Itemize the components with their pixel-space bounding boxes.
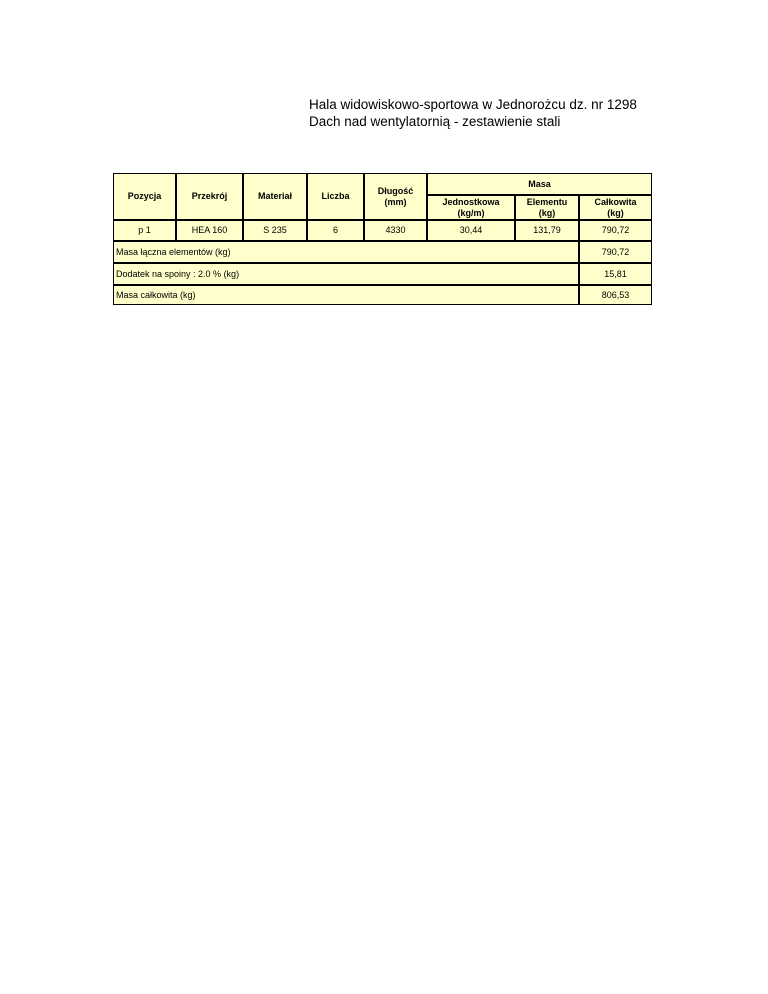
header-masa: Masa [427,173,652,195]
header-material: Materiał [243,173,307,220]
summary-dodatek-value: 15,81 [579,263,652,285]
cell-material: S 235 [243,220,307,241]
cell-dlugosc: 4330 [364,220,427,241]
cell-calkowita: 790,72 [579,220,652,241]
header-jednostkowa: Jednostkowa (kg/m) [427,195,515,220]
summary-masa-laczna-label: Masa łączna elementów (kg) [113,241,579,263]
cell-jednostkowa: 30,44 [427,220,515,241]
cell-liczba: 6 [307,220,364,241]
header-przekroj: Przekrój [176,173,243,220]
summary-masa-calkowita-label: Masa całkowita (kg) [113,285,579,305]
summary-masa-calkowita-value: 806,53 [579,285,652,305]
header-liczba: Liczba [307,173,364,220]
summary-masa-laczna-value: 790,72 [579,241,652,263]
title-line-1: Hala widowiskowo-sportowa w Jednorożcu dz. nr 1298 [309,97,637,112]
summary-dodatek-label: Dodatek na spoiny : 2.0 % (kg) [113,263,579,285]
cell-elementu: 131,79 [515,220,579,241]
cell-przekroj: HEA 160 [176,220,243,241]
document-title [309,96,637,130]
header-pozycja: Pozycja [113,173,176,220]
header-elementu: Elementu (kg) [515,195,579,220]
title-line-2: Dach nad wentylatornią - zestawienie stali [309,114,561,129]
header-dlugosc: Długość (mm) [364,173,427,220]
cell-pozycja: p 1 [113,220,176,241]
header-calkowita: Całkowita (kg) [579,195,652,220]
